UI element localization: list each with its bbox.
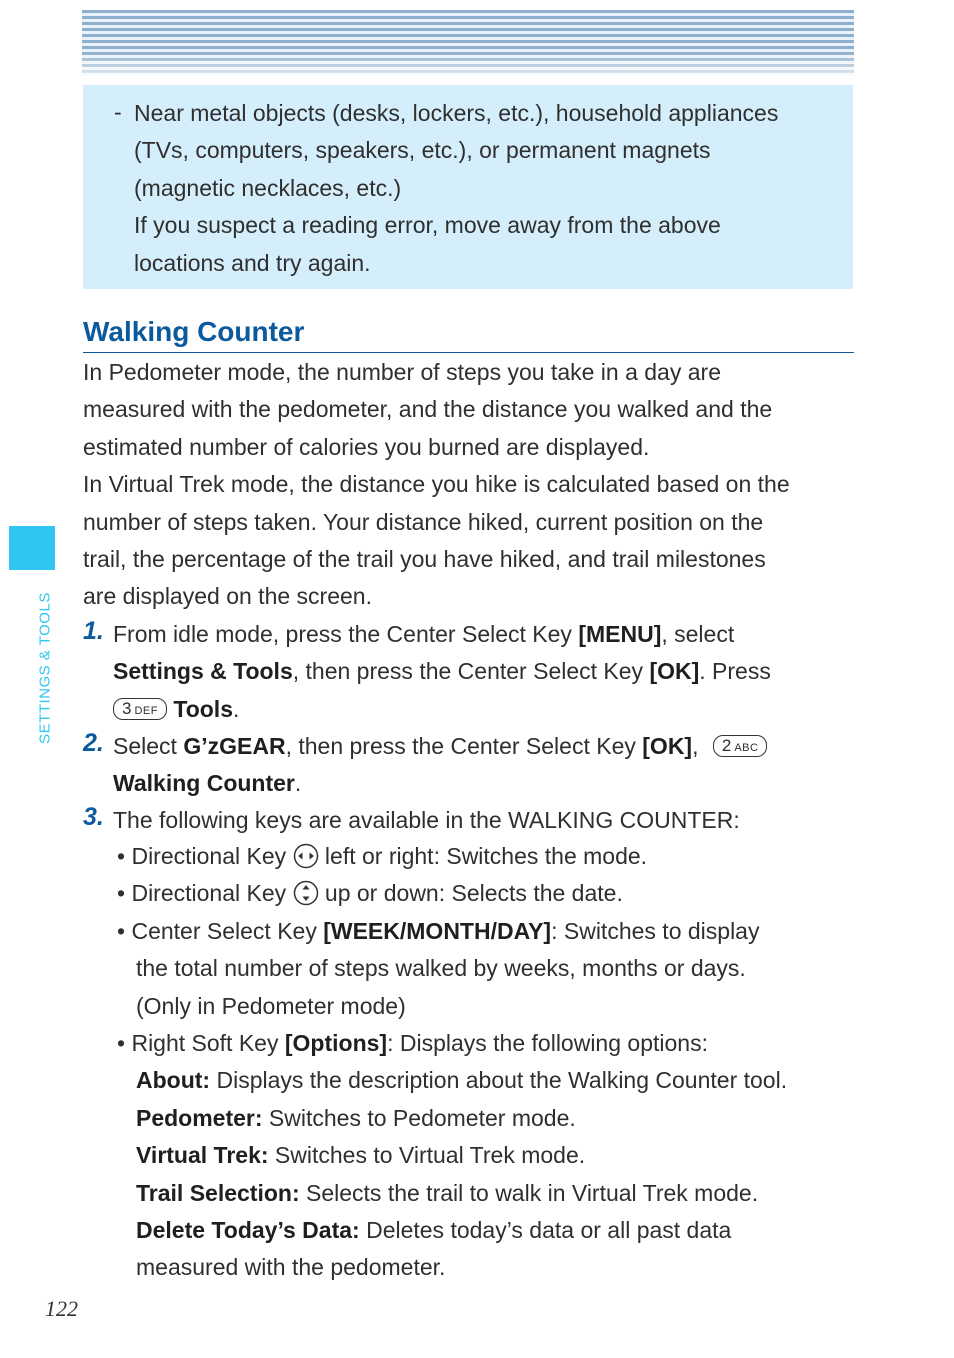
intro-line: In Pedometer mode, the number of steps you take in a day are <box>83 359 721 385</box>
step-1-line-1: From idle mode, press the Center Select Key [MENU], select <box>113 621 735 647</box>
step-2-number: 2. <box>83 729 104 757</box>
intro-line: number of steps taken. Your distance hiked, current position on the <box>83 508 764 535</box>
step-3-text <box>113 802 853 839</box>
header-stripe-banner <box>82 10 854 76</box>
note-line: locations and try again. <box>134 249 371 276</box>
intro-paragraph <box>83 354 863 616</box>
note-dash: - <box>114 99 122 125</box>
intro-line: trail, the percentage of the trail you have hiked, and trail milestones <box>83 546 766 573</box>
bullet-center-select: • Center Select Key [WEEK/MONTH/DAY]: Switches to display <box>117 917 760 944</box>
step-1-text <box>113 616 853 728</box>
step-1-line-3: 3 DEF Tools. <box>113 691 853 728</box>
title-rule <box>83 352 854 353</box>
bullet-left-right: • Directional Key left or right: Switches the mode. <box>117 843 648 869</box>
bullet-center-select-line-3: (Only in Pedometer mode) <box>136 992 406 1019</box>
note-line: Near metal objects (desks, lockers, etc.), household appliances <box>134 100 779 126</box>
step-3-line-1: The following keys are available in the WALKING COUNTER: <box>113 807 740 833</box>
directional-up-down-icon <box>293 880 319 906</box>
step-1-number: 1. <box>83 617 104 645</box>
bullet-right-soft-key: • Right Soft Key [Options]: Displays the following options: <box>117 1030 708 1057</box>
chapter-label: SETTINGS & TOOLS <box>36 592 54 744</box>
note-text <box>134 95 844 282</box>
step-2-line-1: Select G’zGEAR, then press the Center Select Key [OK], 2 ABC <box>113 728 853 765</box>
intro-line: estimated number of calories you burned are displayed. <box>83 433 650 460</box>
note-box <box>83 85 853 289</box>
key-3-def-icon: 3 DEF <box>113 698 167 720</box>
page-number: 122 <box>45 1296 78 1321</box>
option-pedometer: Pedometer: Switches to Pedometer mode. <box>136 1104 576 1131</box>
option-about: About: Displays the description about the Walking Counter tool. <box>136 1067 788 1094</box>
intro-line: measured with the pedometer, and the distance you walked and the <box>83 396 773 423</box>
step-2-text <box>113 728 853 803</box>
option-delete-todays-data: Delete Today’s Data: Deletes today’s data or all past data <box>136 1217 732 1244</box>
intro-line: are displayed on the screen. <box>83 583 372 610</box>
note-line: If you suspect a reading error, move away from the above <box>134 212 721 239</box>
note-line: (magnetic necklaces, etc.) <box>134 174 402 201</box>
step-2-line-2: Walking Counter. <box>113 770 302 797</box>
step-1-line-2: Settings & Tools, then press the Center Select Key [OK]. Press <box>113 658 771 685</box>
option-trail-selection: Trail Selection: Selects the trail to walk in Virtual Trek mode. <box>136 1179 759 1206</box>
key-list <box>117 838 857 1287</box>
section-title: Walking Counter <box>83 316 305 347</box>
step-3-number: 3. <box>83 803 104 831</box>
key-2-abc-icon: 2 ABC <box>713 735 768 757</box>
intro-line: In Virtual Trek mode, the distance you hike is calculated based on the <box>83 471 790 498</box>
directional-left-right-icon <box>293 843 319 869</box>
chapter-tab <box>9 526 55 570</box>
note-line: (TVs, computers, speakers, etc.), or permanent magnets <box>134 137 711 164</box>
bullet-center-select-line-2: the total number of steps walked by weeks, months or days. <box>136 955 746 982</box>
option-delete-line-2: measured with the pedometer. <box>136 1254 446 1281</box>
bullet-up-down: • Directional Key up or down: Selects the date. <box>117 880 623 907</box>
option-virtual-trek: Virtual Trek: Switches to Virtual Trek mode. <box>136 1142 586 1169</box>
